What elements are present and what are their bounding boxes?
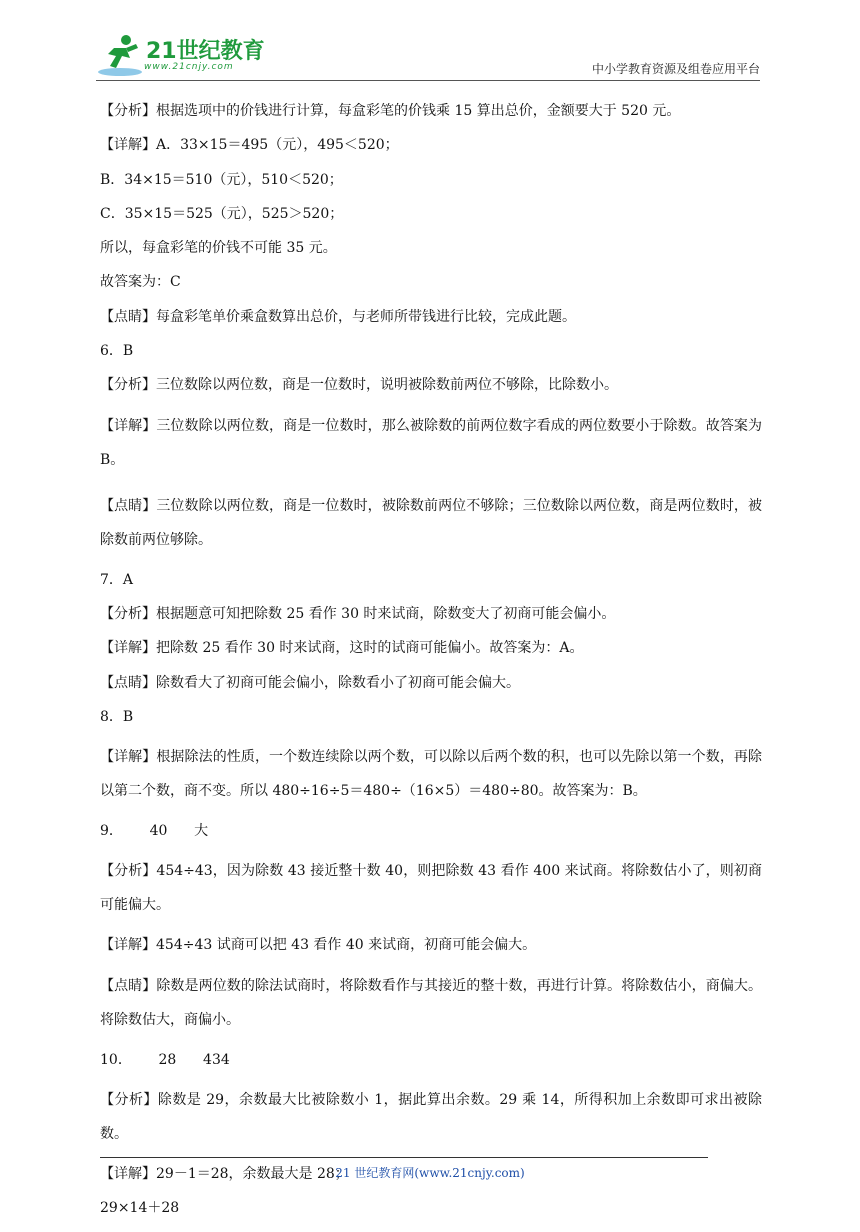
- text-line: 【分析】三位数除以两位数，商是一位数时，说明被除数前两位不够除，比除数小。: [100, 377, 618, 394]
- question-number: 7．A: [100, 571, 134, 588]
- footer-link[interactable]: 21 世纪教育网(www.21cnjy.com): [335, 1166, 525, 1180]
- text-line: 【详解】把除数 25 看作 30 时来试商，这时的试商可能偏小。故答案为：A。: [100, 640, 584, 657]
- answer-content: [100, 100, 767, 1232]
- text-line: 【详解】三位数除以两位数，商是一位数时，那么被除数的前两位数字看成的两位数要小于除数。故答案为 B。: [100, 417, 767, 468]
- text-line: 所以，每盒彩笔的价钱不可能 35 元。: [100, 240, 337, 257]
- text-line: 【分析】根据题意可知把除数 25 看作 30 时来试商，除数变大了初商可能会偏小。: [100, 605, 616, 622]
- question-number: 10． 28 434: [100, 1051, 230, 1068]
- platform-label: 中小学教育资源及组卷应用平台: [591, 62, 760, 76]
- question-number: 9． 40 大: [100, 823, 209, 840]
- footer-divider: [100, 1157, 708, 1158]
- question-number: 8．B: [100, 708, 134, 725]
- text-line: 【详解】454÷43 试商可以把 43 看作 40 来试商，初商可能会偏大。: [100, 937, 537, 954]
- text-line: 【详解】根据除法的性质，一个数连续除以两个数，可以除以后两个数的积，也可以先除以第一个数，再除以第二个数，商不变。所以 480÷16÷5＝480÷（16×5）＝480÷80。故答案为：B。: [100, 749, 762, 800]
- logo-text: 21世纪教育: [146, 39, 265, 64]
- text-line: 【点睛】除数是两位数的除法试商时，将除数看作与其接近的整十数，再进行计算。将除数估小，商偏大。将除数估大，商偏小。: [100, 977, 762, 1028]
- text-line: B．34×15＝510（元），510＜520；: [100, 171, 343, 188]
- text-line: 【详解】29－1＝28，余数最大是 28；: [100, 1166, 349, 1183]
- site-logo: [96, 32, 266, 80]
- text-line: 【分析】除数是 29，余数最大比被除数小 1，据此算出余数。29 乘 14，所得积加上余数即可求出被除数。: [100, 1092, 762, 1143]
- text-line: 【点睛】除数看大了初商可能会偏小，除数看小了初商可能会偏大。: [100, 674, 520, 691]
- page-header: [0, 0, 860, 82]
- runner-icon: [96, 32, 144, 80]
- question-number: 6．B: [100, 343, 134, 360]
- logo-url: www.21cnjy.com: [144, 62, 234, 72]
- text-line: 【详解】A．33×15＝495（元），495＜520；: [100, 137, 399, 154]
- text-line: C．35×15＝525（元），525＞520；: [100, 205, 344, 222]
- header-divider: [96, 80, 760, 81]
- text-line: 29×14＋28: [100, 1200, 180, 1217]
- text-line: 故答案为：C: [100, 274, 181, 291]
- text-line: 【分析】454÷43，因为除数 43 接近整十数 40，则把除数 43 看作 400 来试商。将除数估小了，则初商可能偏大。: [100, 863, 762, 914]
- text-line: 【点睛】每盒彩笔单价乘盒数算出总价，与老师所带钱进行比较，完成此题。: [100, 308, 576, 325]
- text-line: 【分析】根据选项中的价钱进行计算，每盒彩笔的价钱乘 15 算出总价，金额要大于 520 元。: [100, 103, 681, 119]
- text-line: 【点睛】三位数除以两位数，商是一位数时，被除数前两位不够除；三位数除以两位数，商是两位数时，被除数前两位够除。: [100, 497, 762, 548]
